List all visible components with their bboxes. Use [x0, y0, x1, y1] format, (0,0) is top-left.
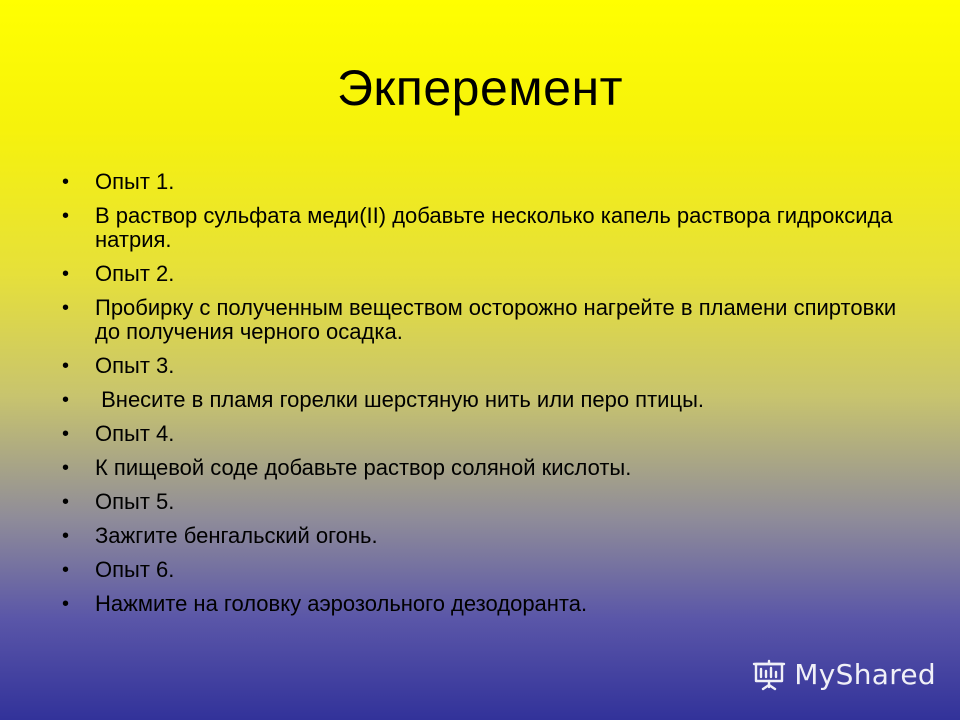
bullet-item: • Опыт 2. [62, 261, 175, 286]
bullet-list [62, 170, 922, 626]
bullet-dot-icon: • [62, 205, 70, 227]
bullet-item: • Внесите в пламя горелки шерстяную нить или перо птицы. [62, 387, 704, 412]
watermark-logo [750, 658, 936, 692]
bullet-item: • Пробирку с полученным веществом осторожно нагрейте в пламени спиртовки до получения черного осадка. [62, 295, 903, 344]
bullet-item: • Опыт 3. [62, 353, 175, 378]
bullet-dot-icon: • [62, 389, 70, 411]
presentation-board-icon [750, 658, 788, 692]
bullet-item: • Зажгите бенгальский огонь. [62, 523, 378, 548]
bullet-item: • В раствор сульфата меди(II) добавьте несколько капель раствора гидроксида натрия. [62, 203, 899, 252]
bullet-dot-icon: • [62, 297, 70, 319]
bullet-dot-icon: • [62, 491, 70, 513]
bullet-dot-icon: • [62, 171, 70, 193]
bullet-item: • К пищевой соде добавьте раствор соляной кислоты. [62, 455, 632, 480]
bullet-item: • Опыт 4. [62, 421, 175, 446]
bullet-item: • Опыт 6. [62, 557, 175, 582]
bullet-item: • Опыт 5. [62, 489, 175, 514]
bullet-dot-icon: • [62, 525, 70, 547]
bullet-dot-icon: • [62, 355, 70, 377]
bullet-dot-icon: • [62, 457, 70, 479]
bullet-dot-icon: • [62, 593, 70, 615]
bullet-item: • Нажмите на головку аэрозольного дезодоранта. [62, 591, 588, 616]
bullet-dot-icon: • [62, 263, 70, 285]
watermark-text: MyShared [794, 658, 936, 691]
bullet-dot-icon: • [62, 559, 70, 581]
bullet-dot-icon: • [62, 423, 70, 445]
bullet-item: • Опыт 1. [62, 169, 175, 194]
slide-title: Экперемент [336, 60, 623, 116]
